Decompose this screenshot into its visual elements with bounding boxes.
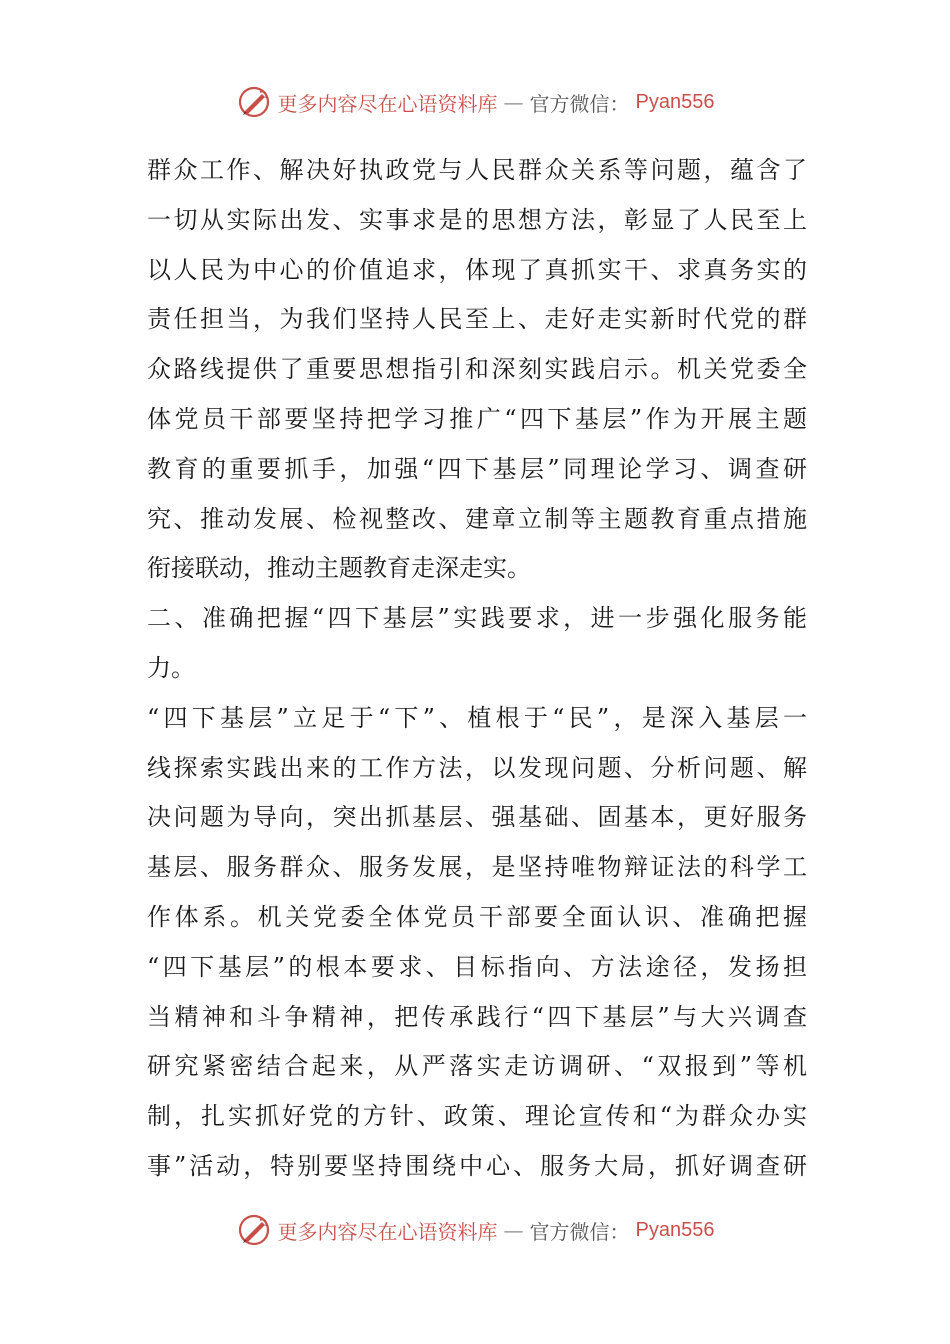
text-line: 制，扎实抓好党的方针、政策、理论宣传和“为群众办实 xyxy=(147,1102,807,1131)
text-line: 教育的重要抓手，加强“四下基层”同理论学习、调查研 xyxy=(147,454,807,483)
text-line: 线探索实践出来的工作方法，以发现问题、分析问题、解 xyxy=(147,753,807,782)
text-line: 决问题为导向，突出抓基层、强基础、固基本，更好服务 xyxy=(147,803,807,832)
text-line: 责任担当，为我们坚持人民至上、走好走实新时代党的群 xyxy=(147,305,807,334)
wechat-label: 官方微信： xyxy=(529,1219,630,1244)
text-line: 众路线提供了重要思想指引和深刻实践启示。机关党委全 xyxy=(147,355,807,384)
wechat-id: Pyan556 xyxy=(635,1218,715,1241)
brand-separator: — xyxy=(503,90,524,114)
text-line: 究、推动发展、检视整改、建章立制等主题教育重点措施 xyxy=(147,504,807,533)
text-line: “四下基层”的根本要求、目标指向、方法途径，发扬担 xyxy=(147,952,807,981)
text-line: 研究紧密结合起来，从严落实走访调研、“双报到”等机 xyxy=(147,1052,807,1081)
text-line: “四下基层”立足于“下”、植根于“民”，是深入基层一 xyxy=(147,703,807,732)
text-line: 事”活动，特别要坚持围绕中心、服务大局，抓好调查研 xyxy=(147,1151,807,1180)
wechat-label: 官方微信： xyxy=(529,91,630,116)
footer-banner xyxy=(0,1208,950,1252)
text-line: 作体系。机关党委全体党员干部要全面认识、准确把握 xyxy=(147,902,807,931)
text-line: 衔接联动，推动主题教育走深走实。 xyxy=(147,554,531,583)
text-line: 当精神和斗争精神，把传承践行“四下基层”与大兴调查 xyxy=(147,1002,807,1031)
header-banner xyxy=(0,80,950,124)
section-heading: 二、准确把握“四下基层”实践要求，进一步强化服务能 xyxy=(147,604,807,633)
text-line: 群众工作、解决好执政党与人民群众关系等问题，蕴含了 xyxy=(147,156,807,184)
pen-quill-logo-icon xyxy=(236,84,272,120)
brand-separator: — xyxy=(503,1218,524,1242)
document-body xyxy=(147,146,807,1192)
brand-text: 更多内容尽在心语资料库 xyxy=(277,91,498,116)
section-heading: 力。 xyxy=(147,653,195,682)
text-line: 一切从实际出发、实事求是的思想方法，彰显了人民至上 xyxy=(147,205,807,234)
brand-text: 更多内容尽在心语资料库 xyxy=(277,1219,498,1244)
text-line: 体党员干部要坚持把学习推广“四下基层”作为开展主题 xyxy=(147,404,807,433)
pen-quill-logo-icon xyxy=(236,1212,272,1248)
text-line: 以人民为中心的价值追求，体现了真抓实干、求真务实的 xyxy=(147,255,807,284)
text-line: 基层、服务群众、服务发展，是坚持唯物辩证法的科学工 xyxy=(147,853,807,882)
wechat-id: Pyan556 xyxy=(635,90,715,113)
